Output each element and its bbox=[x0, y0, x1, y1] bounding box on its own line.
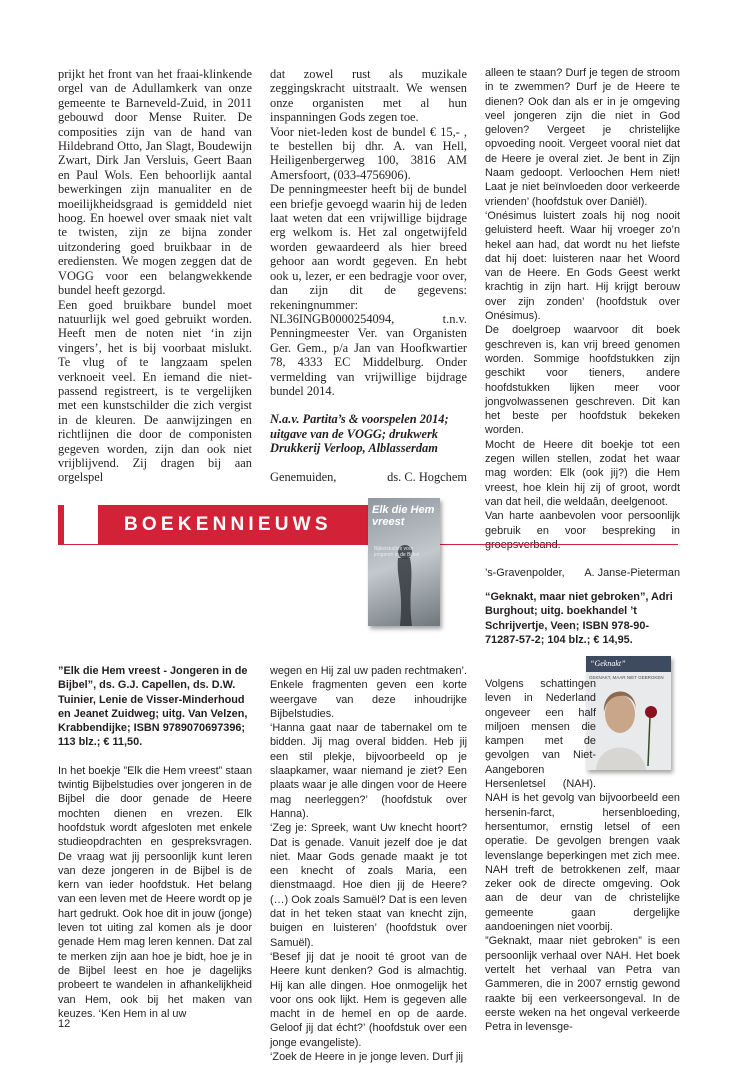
paragraph: ”Geknakt, maar niet gebroken” is een persoonlijk verhaal over NAH. Het boek vertelt het verhaal van Petra van Gammeren, die in 2007 ernstig gewond raakte bij een verkeersongeval. In de eerste weken na het ongeval verkeerde Petra in levensge- bbox=[485, 935, 680, 1034]
signature bbox=[485, 566, 680, 580]
paragraph: ‘Hanna gaat naar de tabernakel om te bidden. Jij mag overal bidden. Heb jij een stil plekje, bijvoorbeeld op je slaapkamer, waar niemand je ziet? Een plaats waar je alle dingen voor de Heere mag neerleggen?’ (hoofdstuk over Hanna). bbox=[270, 722, 467, 820]
review-1-heading: ”Elk die Hem vreest - Jongeren in de Bijbel”, ds. G.J. Capellen, ds. D.W. Tuinier, Lenie de Visser-Minderhoud en Jeanet Zuidweg; uitg. Van Velzen, Krabbendijke; ISBN 9789070697396; 113 blz.; € 11,50. bbox=[58, 665, 248, 749]
paragraph: Voor niet-leden kost de bundel € 15,- , te bestellen bij dhr. A. van Hell, Heiligenbergerweg 100, 3816 AM Amersfoort, (033-4756906). bbox=[270, 124, 467, 182]
paragraph: Van harte aanbevolen voor persoonlijk gebruik en voor bespreking in bbox=[485, 510, 680, 537]
paragraph: ‘Besef jij dat je nooit té groot van de Heere kunt denken? God is almachtig. Hij kan alle dingen. Hoe onmogelijk het voor ons ook lijkt. Hem is gegeven alle macht in de hemel en op de aarde. Geloof jij dat écht?’ (hoofdstuk over een jonge evangeliste). bbox=[270, 950, 467, 1049]
review-source: N.a.v. Partita’s & voorspelen 2014; uitgave van de VOGG; drukwerk Drukkerij Verloop, Alblasserdam bbox=[270, 412, 449, 456]
column-3-bottom bbox=[485, 677, 680, 1034]
paragraph: ‘Zeg je: Spreek, want Uw knecht hoort? Dat is genade. Vanuit jezelf doe je dat niet. Maar Gods genade maakt je tot een knecht of zoals Maria, een dienstmaagd. Hoe dien jij de Heere? (…) Ook zoals Samuël? Dat is een leven dat in het teken staat van knecht zijn, buigen en luisteren’ (hoofdstuk over Samuël). bbox=[270, 822, 467, 949]
column-2-top bbox=[270, 67, 467, 484]
paragraph: In het boekje ”Elk die Hem vreest” staan twintig Bijbelstudies over jongeren in de Bijbel die door genade de Heere mochten dienen en vrezen. Elk hoofdstuk wordt afgesloten met enkele studieopdrachten en gespreksvragen. De vraag wat jij persoonlijk kunt leren van deze jongeren in de Bijbel is de kern van ieder hoofdstuk. Het belang van een leven met de Heere wordt op je hart gedrukt. Ook hoe dit in jouw (jonge) leven tot uiting zal komen als je door genade Hem mag leren kennen. Dat zal te merken zijn aan hoe je bidt, hoe je in de Bijbel leest en hoe je dagelijks probeert te wandelen in afhankelijkheid van Hem, ook bij het maken van keuzes. ‘Ken Hem in al uw bbox=[58, 764, 252, 1020]
paragraph: alleen te staan? Durf je tegen de stroom in te zwemmen? Durf je de Heere te dienen? Ook dan als er in je omgeving veel jongeren zijn die niet in God geloven? Vergeet je christelijke opvoeding nooit. Vergeet vooral niet dat de Heere je overal ziet. Je bent in Zijn Naam gedoopt. Verloochen Hem niet! Laat je niet beïnvloeden door verkeerde vrienden’ (hoofdstuk over Daniël). bbox=[485, 67, 680, 208]
column-2-bottom bbox=[270, 664, 467, 1064]
book-cover-elk-die-hem-vreest bbox=[368, 498, 440, 626]
paragraph: De penningmeester heeft bij de bundel een briefje gevoegd waarin hij de leden laat weten dat een vrijwillige bijdrage erg welkom is. Het zal ongetwijfeld worden gewaardeerd als hier breed gehoor aan wordt gegeven. En hebt ook u, lezer, er een bedragje voor over, dan zijn dit de gegevens: rekeningnummer: NL36INGB0000254094, t.n.v. Penningmeester Ver. van Organisten Ger. Gem., p/a Jan van Hoofkwartier 78, 4333 EC Middelburg. Onder vermelding van vrijwillige bijdrage bundel 2014. bbox=[270, 182, 467, 398]
paragraph: ‘Zoek de Heere in je jonge leven. Durf jij bbox=[270, 1051, 464, 1064]
paragraph: wegen en Hij zal uw paden rechtmaken’. Enkele fragmenten geven een korte weergave van deze inhoudrijke Bijbelstudies. bbox=[270, 665, 467, 720]
paragraph: Volgens schattingen leven in Nederland ongeveer een half miljoen mensen die kampen met de gevolgen van Niet-Aangeboren Hersenletsel (NAH). NAH is het gevolg van bijvoorbeeld een hersenin-farct, hersenbloeding, hersentumor, ernstig letsel of een operatie. De gevolgen brengen vaak levenslange beperkingen met zich mee. NAH treft de betrokkenen zelf, maar zeker ook de directe omgeving. Ook aan de deur van de christelijke gemeente gaan dergelijke aandoeningen niet voorbij. bbox=[485, 678, 680, 934]
signature-place: ’s-Gravenpolder, bbox=[485, 567, 565, 580]
cover-title: Elk die Hem vreest bbox=[372, 504, 435, 528]
signature-name: A. Janse-Pieterman bbox=[584, 567, 680, 580]
signature-name: ds. C. Hogchem bbox=[387, 469, 467, 484]
column-1-top bbox=[58, 67, 252, 485]
paragraph: ‘Onésimus luistert zoals hij nog nooit geluisterd heeft. Waar hij vroeger zo’n hekel aan had, dat wordt nu het liefste dat hij doet: luisteren naar het Woord van de Heere. En Gods Geest werkt krachtig in zijn hart. Hij krijgt berouw over zijn zonden’ (hoofdstuk over Onésimus). bbox=[485, 209, 680, 323]
review-2-heading: “Geknakt, maar niet gebroken”, Adri Burghout; uitg. boekhandel ’t Schrijvertje, Veen; ISBN 978-90-71287-57-2; 104 blz.; € 14,95. bbox=[485, 591, 673, 646]
paragraph: Een goed bruikbare bundel moet natuurlijk wel goed gebruikt worden. Heeft men de noten niet ‘in zijn vingers’, het is bij voorbaat mislukt. Te vlug of te langzaam spelen verknoeit veel. En iemand die niet-passend registreert, is te vergelijken met een kunstschilder die zich vergist in de kleuren. De aanwijzingen en richtlijnen die door de componisten gegeven worden, zijn dan ook niet vrijblijvend. Zij dragen bij aan orgelspel bbox=[58, 297, 252, 485]
cover-wrap-space bbox=[596, 677, 680, 779]
column-3-top bbox=[485, 66, 680, 580]
cover-subtitle: Bijbelstudies voor jongeren in de Bijbel bbox=[374, 546, 420, 558]
paragraph: Mocht de Heere dit boekje tot een zegen willen stellen, zodat het waar mag worden: Elk (ook jij?) die Hem vreest, hoe klein hij zij of groot, wordt van dat heil, die weldaân, deelgenoot. bbox=[485, 438, 680, 508]
column-1-bottom bbox=[58, 664, 252, 1021]
page-number: 12 bbox=[58, 1018, 71, 1030]
cover-title: “Geknakt” bbox=[590, 659, 626, 668]
paragraph: dat zowel rust als muzikale zeggingskracht uitstraalt. We wensen onze organisten met al hun inspanningen Gods zegen toe. bbox=[270, 67, 467, 125]
signature bbox=[270, 470, 467, 484]
paragraph: De doelgroep waarvoor dit boek geschreven is, kan vrij breed genomen worden. Sommige hoofdstukken zijn geschikt voor tieners, andere hoofdstukken lijken meer voor jongvolwassenen geschreven. Dit kan het beste per hoofdstuk bekeken worden. bbox=[485, 324, 680, 437]
section-title: BOEKENNIEUWS bbox=[124, 514, 332, 535]
banner-stub bbox=[58, 505, 64, 545]
paragraph: prijkt het front van het fraai-klinkende orgel van de Adullamkerk van onze gemeente te Barneveld-Zuid, in 2011 gebouwd door Mense Ruiter. De composities zijn van de hand van Hildebrand Otto, Jan Slagt, Boudewijn Zwart, Dirk Jan Versluis, Geert Baan en Paul Wols. Een behoorlijk aantal bewerkingen zijn manualiter en de moeilijkheidsgraad is gemiddeld niet hoog. En hoewel over smaak niet valt te twisten, zijn ze bijna zonder uitzondering goed bruikbaar in de erediensten. We mogen zeggen dat de VOGG voor een belangwekkende bundel heeft gezorgd. bbox=[58, 67, 252, 298]
cover-subtitle: GEKNAKT, MAAR NIET GEBROKEN bbox=[589, 675, 664, 680]
signature-place: Genemuiden, bbox=[270, 469, 337, 484]
